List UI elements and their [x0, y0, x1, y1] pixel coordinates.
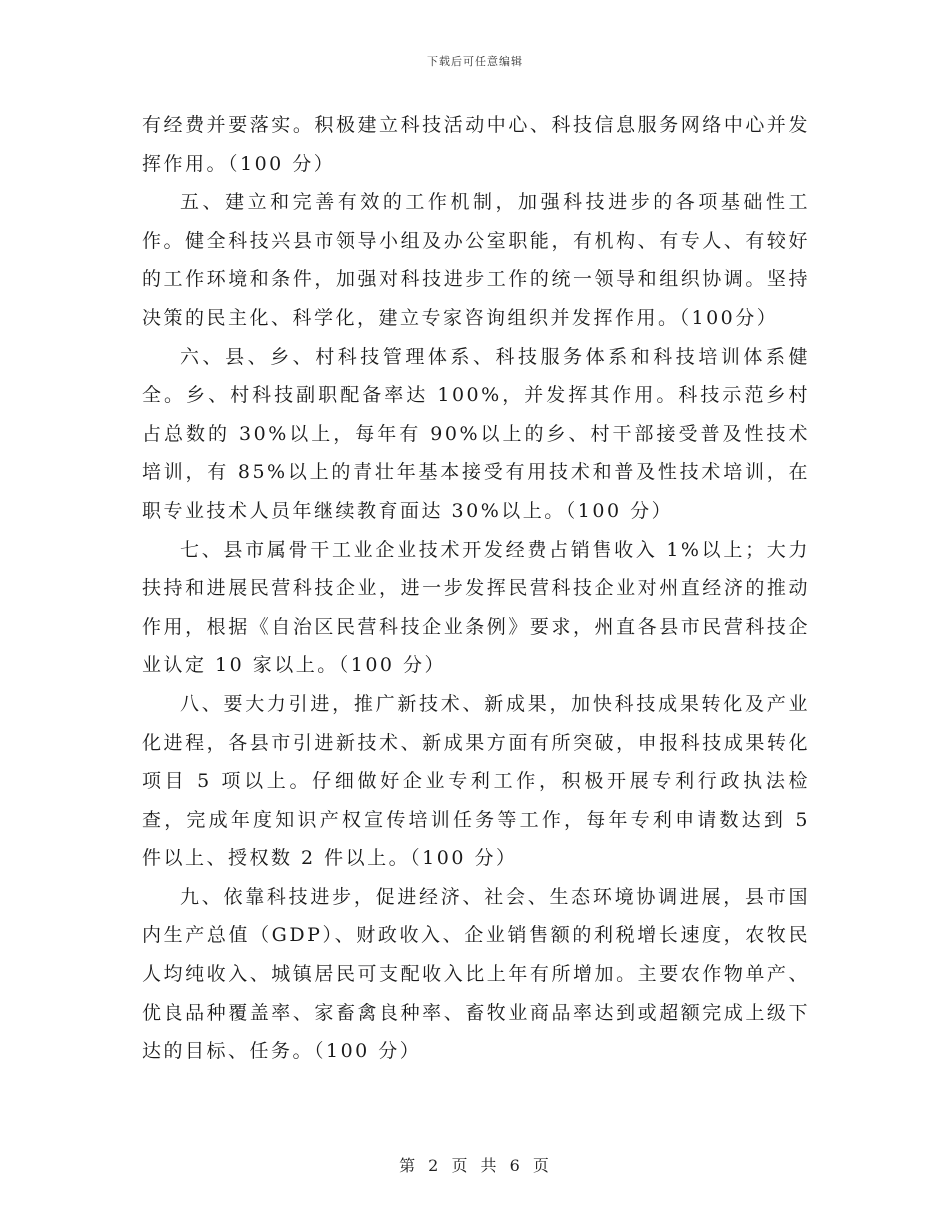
paragraph-continuation: 有经费并要落实。积极建立科技活动中心、科技信息服务网络中心并发挥作用。（100 分） [142, 114, 810, 175]
page-header-note: 下载后可任意编辑 [427, 55, 523, 68]
paragraph-item-5: 五、建立和完善有效的工作机制，加强科技进步的各项基础性工作。健全科技兴县市领导小组及办公室职能，有机构、有专人、有较好的工作环境和条件，加强对科技进步工作的统一领导和组织协调。坚持决策的民主化、科学化，建立专家咨询组织并发挥作用。（100分） [142, 191, 810, 329]
paragraph-item-6: 六、县、乡、村科技管理体系、科技服务体系和科技培训体系健全。乡、村科技副职配备率达 100%，并发挥其作用。科技示范乡村占总数的 30%以上，每年有 90%以上的乡、村干部接受普及性技术培训，有 85%以上的青壮年基本接受有用技术和普及性技术培训，在职专业技术人员年继续教育面达 30%以上。（100 分） [142, 345, 810, 522]
page-number: 第 2 页 共 6 页 [399, 1156, 551, 1175]
paragraph-item-9: 九、依靠科技进步，促进经济、社会、生态环境协调进展，县市国内生产总值（GDP）、财政收入、企业销售额的利税增长速度，农牧民人均纯收入、城镇居民可支配收入比上年有所增加。主要农作物单产、优良品种覆盖率、家畜禽良种率、畜牧业商品率达到或超额完成上级下达的目标、任务。（100 分） [142, 885, 810, 1063]
paragraph-item-8: 八、要大力引进，推广新技术、新成果，加快科技成果转化及产业化进程，各县市引进新技术、新成果方面有所突破，申报科技成果转化项目 5 项以上。仔细做好企业专利工作，积极开展专利行政执法检查，完成年度知识产权宣传培训任务等工作，每年专利申请数达到 5 件以上、授权数 2 件以上。（100 分） [142, 692, 810, 870]
document-body [142, 106, 810, 1071]
paragraph-item-7: 七、县市属骨干工业企业技术开发经费占销售收入 1%以上；大力扶持和进展民营科技企业，进一步发挥民营科技企业对州直经济的推动作用，根据《自治区民营科技企业条例》要求，州直各县市民营科技企业认定 10 家以上。（100 分） [142, 538, 810, 677]
